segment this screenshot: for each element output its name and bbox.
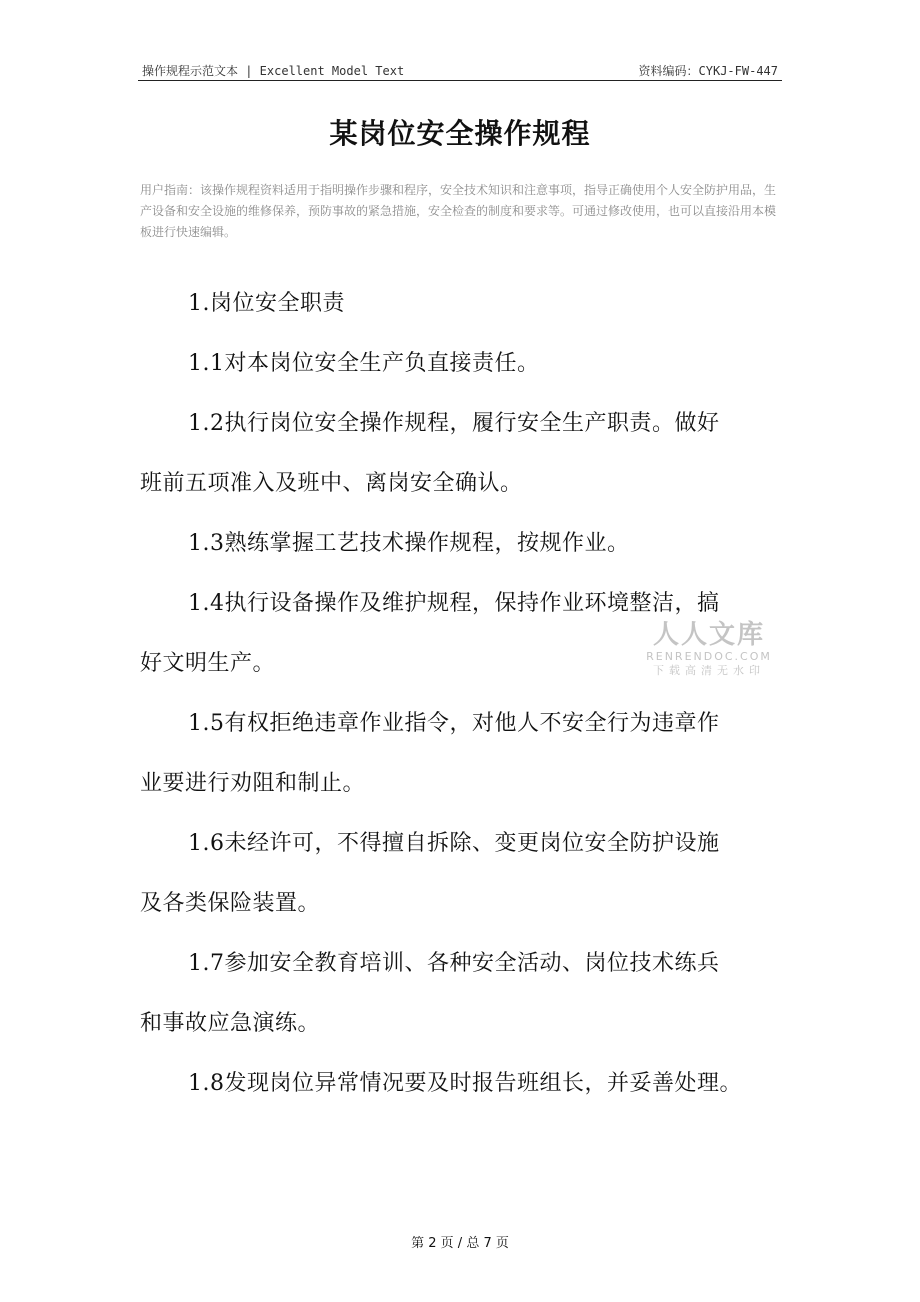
watermark-sub-text: 下载高清无水印 [653, 664, 765, 677]
paragraph-line: 和事故应急演练。 [140, 1011, 321, 1036]
watermark-logo [644, 620, 774, 678]
watermark-main-text: 人人文库 [652, 620, 765, 650]
paragraph-line: 1.6未经许可，不得擅自拆除、变更岗位安全防护设施 [188, 831, 720, 856]
paragraph-line: 好文明生产。 [140, 651, 276, 676]
header-left-text: 操作规程示范文本 | Excellent Model Text [142, 64, 405, 78]
document-title: 某岗位安全操作规程 [329, 117, 591, 150]
section-heading: 1.岗位安全职责 [188, 291, 345, 316]
user-guide-text: 用户指南：该操作规程资料适用于指明操作步骤和程序，安全技术知识和注意事项，指导正确使用个人安全防护用品，生产设备和安全设施的维修保养，预防事故的紧急措施，安全检查的制度和要求等。可通过修改使用，也可以直接沿用本模板进行快速编辑。 [140, 183, 777, 239]
document-code: 资料编码：CYKJ-FW-447 [638, 64, 778, 78]
paragraph-line: 1.5有权拒绝违章作业指令，对他人不安全行为违章作 [188, 711, 720, 736]
paragraph-line: 班前五项准入及班中、离岗安全确认。 [140, 471, 523, 496]
paragraph-line: 业要进行劝阻和制止。 [140, 771, 366, 796]
paragraph-line: 1.7参加安全教育培训、各种安全活动、岗位技术练兵 [188, 951, 720, 976]
watermark-domain-text: RENRENDOC.COM [646, 650, 772, 663]
paragraph-line: 1.8发现岗位异常情况要及时报告班组长，并妥善处理。 [188, 1071, 742, 1096]
paragraph-line: 1.3熟练掌握工艺技术操作规程，按规作业。 [188, 531, 630, 556]
page-number: 第 2 页 / 总 7 页 [411, 1236, 509, 1251]
paragraph-line: 1.1对本岗位安全生产负直接责任。 [188, 351, 540, 376]
paragraph-line: 1.4执行设备操作及维护规程，保持作业环境整洁，搞 [188, 591, 720, 616]
paragraph-line: 1.2执行岗位安全操作规程，履行安全生产职责。做好 [188, 411, 720, 436]
page-header [140, 62, 780, 80]
paragraph-line: 及各类保险装置。 [140, 891, 321, 916]
header-divider [138, 80, 782, 81]
